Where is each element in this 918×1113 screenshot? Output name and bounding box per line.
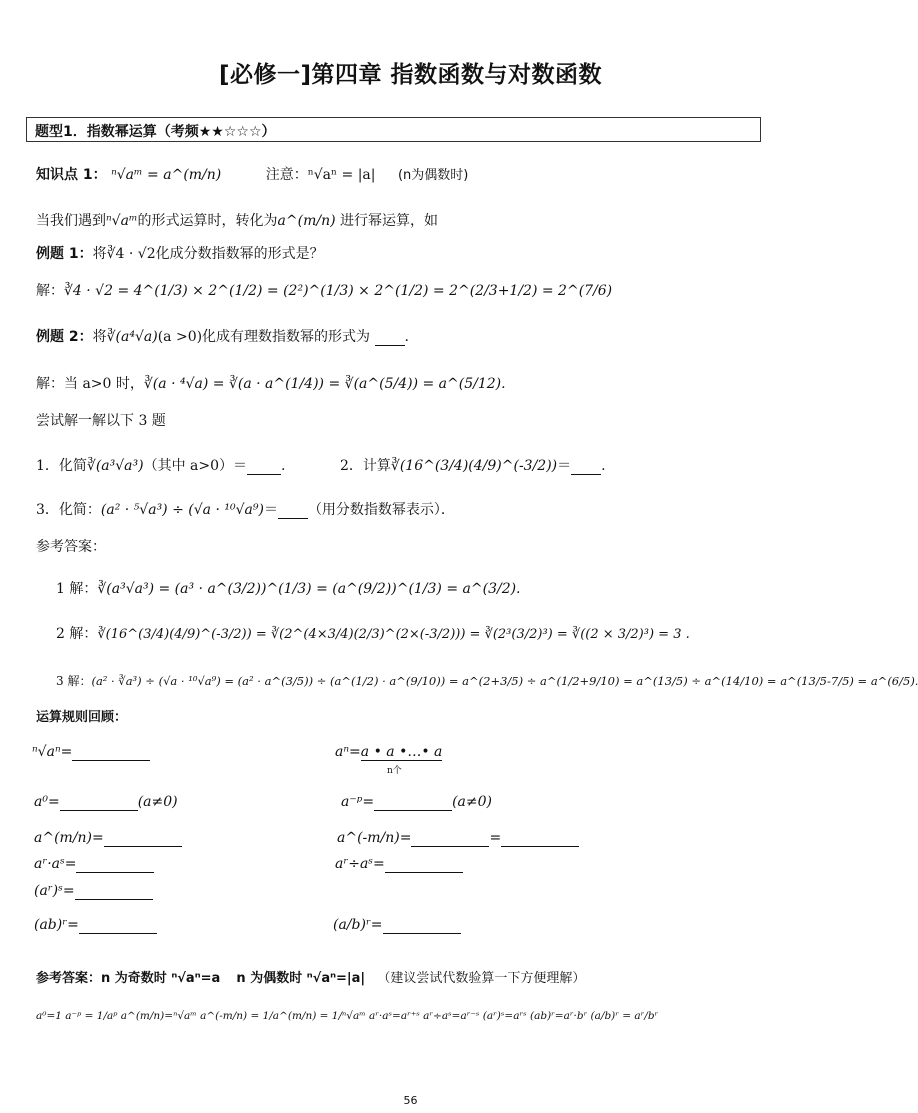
section-label: 题型1．指数幂运算（考频★★☆☆☆） (35, 124, 276, 140)
intro-line: 当我们遇到ⁿ√aᵐ的形式运算时，转化为a^(m/n) 进行幂运算，如 (36, 213, 438, 229)
answer-blank (278, 502, 308, 519)
answer-blank (247, 458, 281, 475)
example-1: 例题 1：将∛4 · √2化成分数指数幂的形式是？ (36, 246, 324, 262)
rule-negative-power: a⁻ᵖ= (a≠0) (341, 794, 492, 810)
knowledge-note: 注意：ⁿ√aⁿ = |a| (265, 167, 376, 183)
question-1: 1．化简∛(a³√a³)（其中 a>0）＝ . (36, 458, 286, 474)
formula-summary: a⁰=1 a⁻ᵖ = 1/aᵖ a^(m/n)=ⁿ√aᵐ a^(-m/n) = 1/a^(m/n) = 1/ⁿ√aᵐ aʳ·aˢ=aʳ⁺ˢ aʳ÷aˢ=aʳ⁻ˢ (aʳ)ˢ=aʳˢ (ab)ʳ=aʳ·bʳ (a/b)ʳ = aʳ/bʳ (36, 1010, 659, 1022)
example-2-solution: 解：当 a>0 时，∛(a · ⁴√a) = ∛(a · a^(1/4)) = ∛(a^(5/4)) = a^(5/12). (36, 376, 506, 392)
answer-1: 1 解：∛(a³√a³) = (a³ · a^(3/2))^(1/3) = (a^(9/2))^(1/3) = a^(3/2). (56, 581, 521, 597)
section-header (26, 117, 761, 142)
rule-zero-power: a⁰= (a≠0) (34, 794, 178, 810)
rule-product: aʳ·aˢ= (34, 856, 154, 873)
reference-answer-2: 参考答案：n 为奇数时 ⁿ√aⁿ=a n 为偶数时 ⁿ√aⁿ=|a| （建议尝试代数验算一下方便理解） (36, 971, 586, 986)
knowledge-condition: (n为偶数时) (397, 168, 469, 183)
answer-2: 2 解：∛(16^(3/4)(4/9)^(-3/2)) = ∛(2^(4×3/4)(2/3)^(2×(-3/2))) = ∛(2³(3/2)³) = ∛((2 × 3/2)³) = 3 . (56, 626, 690, 642)
rule-fraction-power: a^(m/n)= (34, 830, 182, 847)
answer-blank (571, 458, 601, 475)
page-title: [必修一]第四章 指数函数与对数函数 (218, 62, 603, 88)
knowledge-point-1 (36, 164, 468, 184)
try-text: 尝试解一解以下 3 题 (36, 413, 166, 429)
rule-power-definition: aⁿ=a • a •…• a n个 (335, 744, 443, 776)
example-1-solution: 解：∛4 · √2 = 4^(1/3) × 2^(1/2) = (2²)^(1/3) × 2^(1/2) = 2^(2/3+1/2) = 2^(7/6) (36, 283, 613, 299)
page-number: 56 (403, 1094, 418, 1107)
rule-quotient: aʳ÷aˢ= (335, 856, 463, 873)
question-3: 3．化简：(a² · ⁵√a³) ÷ (√a · ¹⁰√a⁹)＝ （用分数指数幂表示）． (36, 502, 455, 518)
rule-root: ⁿ√aⁿ= (32, 744, 150, 761)
rule-quotient-power: (a/b)ʳ= (333, 917, 461, 934)
answer-3: 3 解：(a² · ∛a³) ÷ (√a · ¹⁰√a⁹) = (a² · a^(3/5)) ÷ (a^(1/2) · a^(9/10)) = a^(2+3/5) ÷ a^(1/2+9/10) = a^(13/5) ÷ a^(14/10) = a^(13/5-7/5) = a^(6/5). (56, 674, 918, 688)
rule-product-power: (ab)ʳ= (34, 917, 157, 934)
rule-negative-fraction-power: a^(-m/n)= = (337, 830, 579, 847)
answer-blank (375, 329, 405, 346)
knowledge-label: 知识点 1： (36, 167, 107, 183)
frequency-stars: ★★☆☆☆ (198, 124, 262, 140)
rules-title: 运算规则回顾： (36, 710, 128, 725)
example-2: 例题 2：将∛(a⁴√a)(a >0)化成有理数指数幂的形式为 . (36, 329, 409, 345)
rule-power-of-power: (aʳ)ˢ= (34, 883, 153, 900)
question-2: 2．计算∛(16^(3/4)(4/9)^(-3/2))＝ . (340, 458, 606, 474)
knowledge-formula: ⁿ√aᵐ = a^(m/n) (111, 167, 222, 183)
brace-count: n个 (387, 766, 402, 776)
reference-answer-label: 参考答案： (36, 539, 106, 555)
